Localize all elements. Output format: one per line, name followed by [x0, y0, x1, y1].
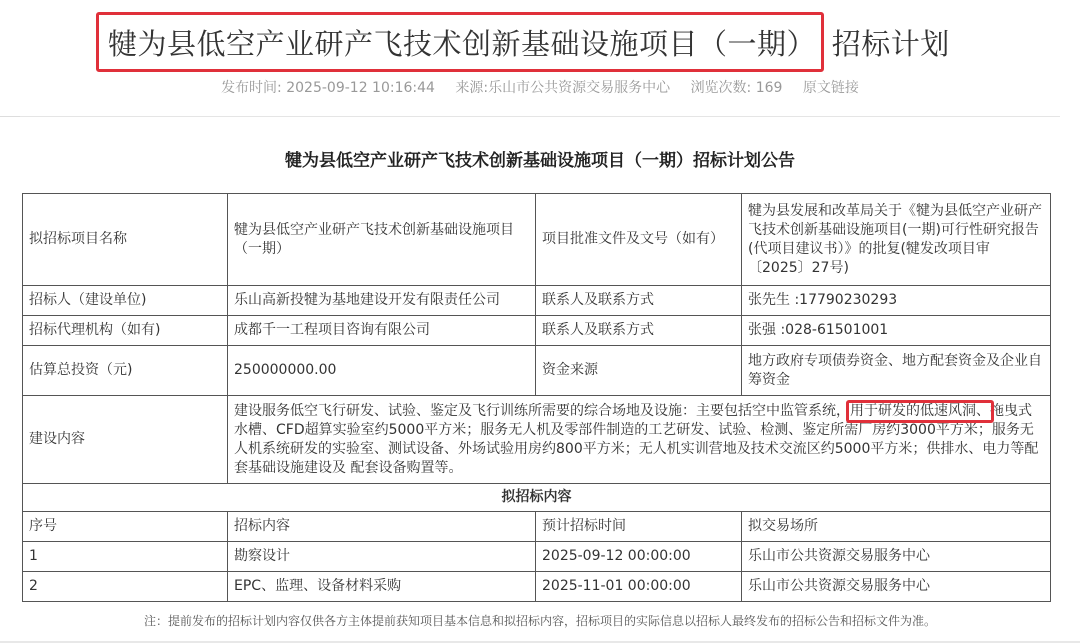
- investment-value: 250000000.00: [228, 346, 536, 396]
- contact-label: 联系人及联系方式: [536, 286, 742, 316]
- divider: [0, 116, 20, 117]
- row-content: 勘察设计: [228, 542, 536, 572]
- table-row: [23, 542, 1051, 572]
- footnote: 注：提前发布的招标计划内容仅供各方主体提前获知项目基本信息和拟招标内容，招标项目的实际信息以招标人最终发布的招标公告和招标文件为准。: [143, 614, 936, 628]
- page-header: [0, 12, 1080, 72]
- approval-value: 犍为县发展和改革局关于《犍为县低空产业研产飞技术创新基础设施项目(一期)可行性研究报告(代项目建议书）》的批复(犍发改项目审〔2025〕27号): [742, 194, 1051, 286]
- row-content: EPC、监理、设备材料采购: [228, 572, 536, 602]
- row-no: 1: [23, 542, 228, 572]
- project-name-label: 拟招标项目名称: [23, 194, 228, 286]
- construction-label: 建设内容: [23, 396, 228, 484]
- project-name-value: 犍为县低空产业研产飞技术创新基础设施项目（一期）: [228, 194, 536, 286]
- page-title-suffix: 招标计划: [831, 27, 950, 61]
- approval-label: 项目批准文件及文号（如有）: [536, 194, 742, 286]
- row-place: 乐山市公共资源交易服务中心: [742, 542, 1051, 572]
- table-header-row: [23, 512, 1051, 542]
- row-time: 2025-09-12 00:00:00: [536, 542, 742, 572]
- col-header-content: 招标内容: [228, 512, 536, 542]
- table-row: [23, 572, 1051, 602]
- agency-contact-value: 张强 :028-61501001: [742, 316, 1051, 346]
- row-time: 2025-11-01 00:00:00: [536, 572, 742, 602]
- panel-border: [20, 116, 1060, 117]
- row-place: 乐山市公共资源交易服务中心: [742, 572, 1051, 602]
- table-row: [23, 484, 1051, 512]
- agency-label: 招标代理机构（如有): [23, 316, 228, 346]
- view-count: 浏览次数: 169: [690, 80, 783, 96]
- col-header-place: 拟交易场所: [742, 512, 1051, 542]
- table-row: [23, 316, 1051, 346]
- section-header: 拟招标内容: [23, 484, 1051, 512]
- title-highlight-box: [96, 12, 824, 72]
- construction-text-1: 建设服务低空飞行研发、试验、鉴定及飞行训练所需要的综合场地及设施：主要包括空中监管系统，: [234, 402, 850, 419]
- fund-value: 地方政府专项债券资金、地方配套资金及企业自筹资金: [742, 346, 1051, 396]
- col-header-no: 序号: [23, 512, 228, 542]
- source: 来源:乐山市公共资源交易服务中心: [455, 80, 671, 96]
- construction-highlight: 用于研发的低速风洞、: [850, 402, 990, 419]
- tender-plan-table: [22, 193, 1051, 602]
- table-row: [23, 346, 1051, 396]
- row-no: 2: [23, 572, 228, 602]
- notice-title: 犍为县低空产业研产飞技术创新基础设施项目（一期）招标计划公告: [285, 151, 795, 171]
- tenderer-value: 乐山高新投犍为基地建设开发有限责任公司: [228, 286, 536, 316]
- page-title-main: 犍为县低空产业研产飞技术创新基础设施项目（一期）: [108, 27, 817, 61]
- agency-contact-label: 联系人及联系方式: [536, 316, 742, 346]
- contact-value: 张先生 :17790230293: [742, 286, 1051, 316]
- col-header-time: 预计招标时间: [536, 512, 742, 542]
- fund-label: 资金来源: [536, 346, 742, 396]
- agency-value: 成都千一工程项目咨询有限公司: [228, 316, 536, 346]
- table-row: [23, 396, 1051, 484]
- tenderer-label: 招标人（建设单位): [23, 286, 228, 316]
- meta-bar: [0, 77, 1080, 97]
- table-row: [23, 286, 1051, 316]
- table-row: [23, 194, 1051, 286]
- investment-label: 估算总投资（元): [23, 346, 228, 396]
- original-link[interactable]: 原文链接: [802, 80, 859, 96]
- publish-time: 发布时间: 2025-09-12 10:16:44: [221, 80, 435, 96]
- construction-value: [228, 396, 1051, 484]
- construction-text-2: 拖曳式水槽、CFD超算实验室约5000平方米；服务无人机及零部件制造的工艺研发、试验、检测、鉴定所需厂房约3000平方米；服务无人机系统研发的实验室、测试设备、外场试验用房约800平方米；无人机实训营地及技术交流区约5000平方米；供排水、电力等配套基础设施建设及 配套设备购置等。: [234, 402, 1039, 476]
